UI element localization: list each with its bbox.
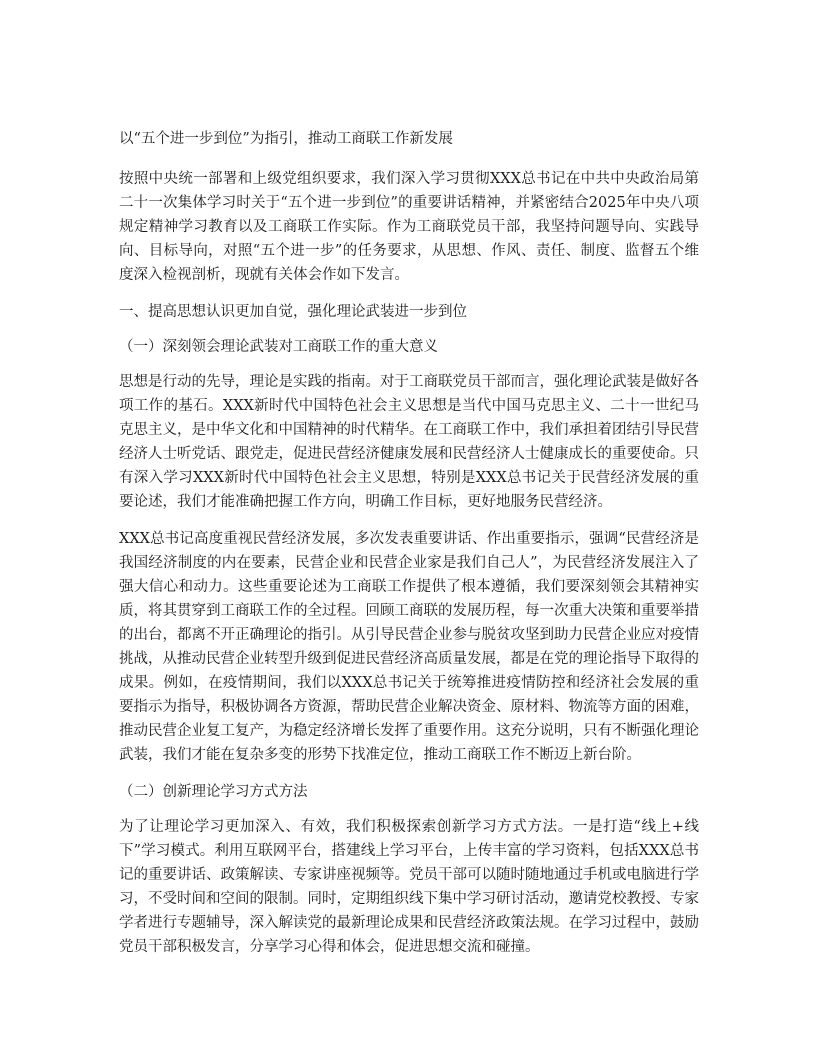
subsection-1-paragraph-2: XXX总书记高度重视民营经济发展，多次发表重要讲话、作出重要指示，强调“民营经济是我国经济制度的内在要素，民营企业和民营企业家是我们自己人”，为民营经济发展注入了强大信心和动力。这些重要论述为工商联工作提供了根本遵循，我们要深刻领会其精神实质，将其贯穿到工商联工作的全过程。回顾工商联的发展历程，每一次重大决策和重要举措的出台，都离不开正确理论的指引。从引导民营企业参与脱贫攻坚到助力民营企业应对疫情挑战，从推动民营企业转型升级到促进民营经济高质量发展，都是在党的理论指导下取得的成果。例如，在疫情期间，我们以XXX总书记关于统筹推进疫情防控和经济社会发展的重要指示为指导，积极协调各方资源，帮助民营企业解决资金、原材料、物流等方面的困难，推动民营企业复工复产，为稳定经济增长发挥了重要作用。这充分说明，只有不断强化理论武装，我们才能在复杂多变的形势下找准定位，推动工商联工作不断迈上新台阶。 (119, 531, 699, 763)
subsection-1-heading: （一）深刻领会理论武装对工商联工作的重大意义 (119, 339, 438, 355)
subsection-2-heading: （二）创新理论学习方式方法 (119, 784, 308, 800)
intro-paragraph: 按照中央统一部署和上级党组织要求，我们深入学习贯彻XXX总书记在中共中央政治局第二十一次集体学习时关于“五个进一步到位”的重要讲话精神，并紧密结合2025年中央八项规定精神学习教育以及工商联工作实际。作为工商联党员干部，我坚持问题导向、实践导向、目标导向，对照“五个进一步”的任务要求，从思想、作风、责任、制度、监督五个维度深入检视剖析，现就有关体会作如下发言。 (119, 171, 699, 283)
document-page (119, 127, 699, 972)
document-title: 以“五个进一步到位”为指引，推动工商联工作新发展 (119, 131, 453, 147)
subsection-2-paragraph-1: 为了让理论学习更加深入、有效，我们积极探索创新学习方式方法。一是打造“线上+线下”学习模式。利用互联网平台，搭建线上学习平台，上传丰富的学习资料，包括XXX总书记的重要讲话、政策解读、专家讲座视频等。党员干部可以随时随地通过手机或电脑进行学习，不受时间和空间的限制。同时，定期组织线下集中学习研讨活动，邀请党校教授、专家学者进行专题辅导，深入解读党的最新理论成果和民营经济政策法规。在学习过程中，鼓励党员干部积极发言，分享学习心得和体会，促进思想交流和碰撞。 (119, 819, 699, 955)
section-1-heading: 一、提高思想认识更加自觉，强化理论武装进一步到位 (119, 304, 467, 320)
subsection-1-paragraph-1: 思想是行动的先导，理论是实践的指南。对于工商联党员干部而言，强化理论武装是做好各项工作的基石。XXX新时代中国特色社会主义思想是当代中国马克思主义、二十一世纪马克思主义，是中华文化和中国精神的时代精华。在工商联工作中，我们承担着团结引导民营经济人士听党话、跟党走，促进民营经济健康发展和民营经济人士健康成长的重要使命。只有深入学习XXX新时代中国特色社会主义思想，特别是XXX总书记关于民营经济发展的重要论述，我们才能准确把握工作方向，明确工作目标，更好地服务民营经济。 (119, 374, 699, 510)
